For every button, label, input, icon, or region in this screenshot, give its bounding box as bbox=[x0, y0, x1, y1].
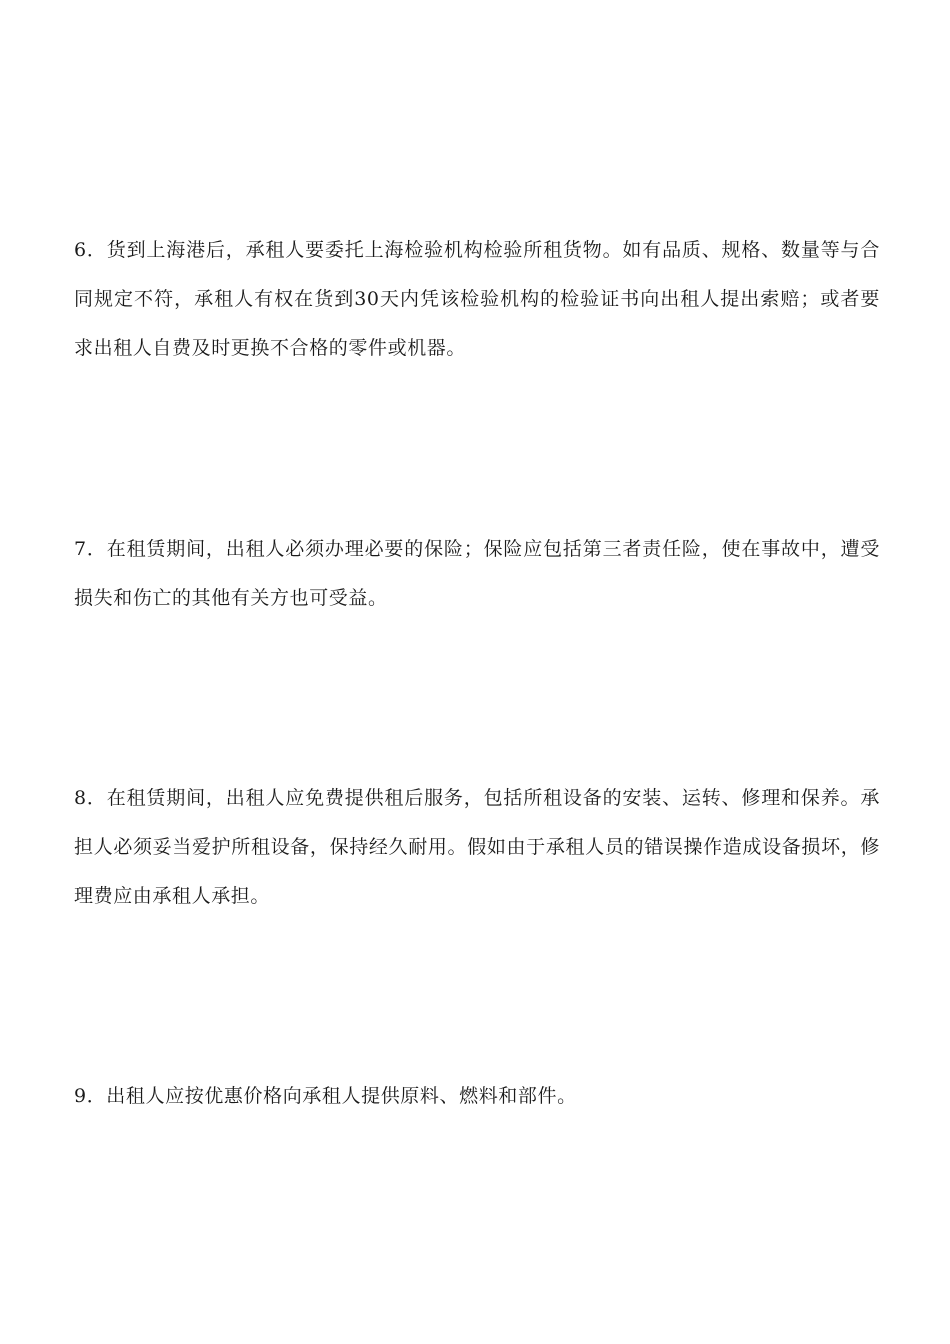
clause-8-paragraph: 8．在租赁期间，出租人应免费提供租后服务，包括所租设备的安装、运转、修理和保养。承担人必须妥当爱护所租设备，保持经久耐用。假如由于承租人员的错误操作造成设备损坏，修理费应由承租人承担。 bbox=[74, 787, 880, 907]
clause-9-paragraph: 9．出租人应按优惠价格向承租人提供原料、燃料和部件。 bbox=[74, 1085, 577, 1107]
clause-6-paragraph: 6．货到上海港后，承租人要委托上海检验机构检验所租货物。如有品质、规格、数量等与合同规定不符，承租人有权在货到30天内凭该检验机构的检验证书向出租人提出索赔；或者要求出租人自费及时更换不合格的零件或机器。 bbox=[74, 239, 880, 359]
clause-7-paragraph: 7．在租赁期间，出租人必须办理必要的保险；保险应包括第三者责任险，使在事故中，遭受损失和伤亡的其他有关方也可受益。 bbox=[74, 538, 880, 609]
